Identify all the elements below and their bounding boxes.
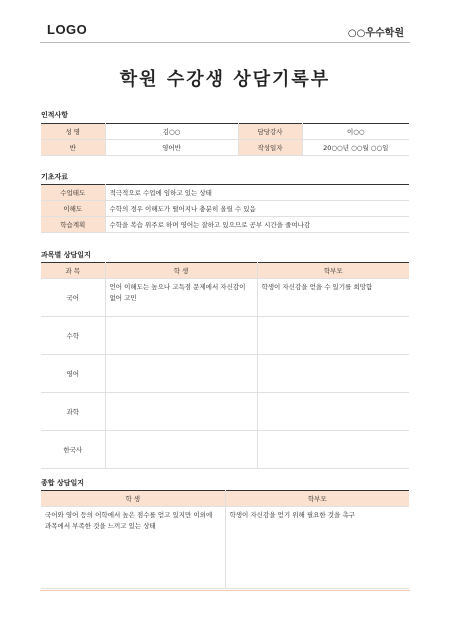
subject-name: 영어 xyxy=(41,355,105,393)
subject-student-note: 언어 이해도는 높으나 고득점 문제에서 자신감이 없어 고민 xyxy=(105,279,257,317)
subject-name: 과학 xyxy=(41,393,105,431)
subject-parent-note xyxy=(257,393,409,431)
column-header: 학부모 xyxy=(225,491,409,507)
page-title: 학원 수강생 상담기록부 xyxy=(119,69,331,90)
subject-row xyxy=(41,355,409,393)
subject-parent-note xyxy=(257,355,409,393)
subject-name: 수학 xyxy=(41,317,105,355)
subject-student-note xyxy=(105,355,257,393)
basic-row xyxy=(41,201,409,217)
basic-table xyxy=(41,184,409,233)
column-header: 학부모 xyxy=(257,263,409,279)
basic-value: 적극적으로 수업에 임하고 있는 상태 xyxy=(105,185,409,201)
section-heading-subject: 과목별 상담일지 xyxy=(41,251,91,259)
header-divider xyxy=(40,42,410,43)
subject-student-note xyxy=(105,431,257,469)
overall-student-note: 국어와 영어 등의 어학에서 높은 점수를 얻고 있지만 이외에 과목에서 부족한 것을 느끼고 있는 상태 xyxy=(41,507,225,589)
column-header: 학 생 xyxy=(105,263,257,279)
academy-name: ○○우수학원 xyxy=(347,28,404,39)
logo: LOGO xyxy=(47,22,88,37)
subject-row xyxy=(41,317,409,355)
overall-header-row xyxy=(41,491,409,507)
subject-row xyxy=(41,431,409,469)
personal-label: 작성일자 xyxy=(238,140,302,156)
personal-label: 반 xyxy=(41,140,105,156)
basic-row xyxy=(41,185,409,201)
personal-row xyxy=(41,124,409,140)
basic-label: 수업태도 xyxy=(41,185,105,201)
subject-student-note xyxy=(105,393,257,431)
overall-parent-note: 학생이 자신감을 얻기 위해 필요한 것을 촉구 xyxy=(225,507,409,589)
personal-value: 20○○년 ○○월 ○○일 xyxy=(302,140,409,156)
footer-divider xyxy=(40,590,410,591)
section-heading-overall: 종합 상담일지 xyxy=(41,479,85,487)
subject-name: 한국사 xyxy=(41,431,105,469)
subject-row xyxy=(41,393,409,431)
overall-row xyxy=(41,507,409,589)
personal-value: 이○○ xyxy=(302,124,409,140)
personal-label: 성 명 xyxy=(41,124,105,140)
basic-label: 이해도 xyxy=(41,201,105,217)
subject-table xyxy=(41,262,409,469)
personal-table xyxy=(41,123,409,156)
basic-row xyxy=(41,217,409,233)
subject-student-note xyxy=(105,317,257,355)
subject-parent-note xyxy=(257,317,409,355)
basic-value: 수학의 경우 이해도가 떨어지나 충분히 올릴 수 있음 xyxy=(105,201,409,217)
basic-value: 수학을 복습 위주로 하며 영어는 잘하고 있으므로 공부 시간을 줄여나감 xyxy=(105,217,409,233)
subject-parent-note xyxy=(257,431,409,469)
personal-row xyxy=(41,140,409,156)
personal-value: 김○○ xyxy=(105,124,238,140)
subject-parent-note: 학생이 자신감을 얻을 수 있기를 희망함 xyxy=(257,279,409,317)
personal-label: 담당강사 xyxy=(238,124,302,140)
column-header: 과 목 xyxy=(41,263,105,279)
overall-table xyxy=(41,490,409,589)
subject-row xyxy=(41,279,409,317)
section-heading-basic: 기초자료 xyxy=(41,173,69,181)
subject-header-row xyxy=(41,263,409,279)
subject-name: 국어 xyxy=(41,279,105,317)
personal-value: 영어반 xyxy=(105,140,238,156)
column-header: 학 생 xyxy=(41,491,225,507)
section-heading-personal: 인적사항 xyxy=(41,111,69,119)
basic-label: 학습계획 xyxy=(41,217,105,233)
